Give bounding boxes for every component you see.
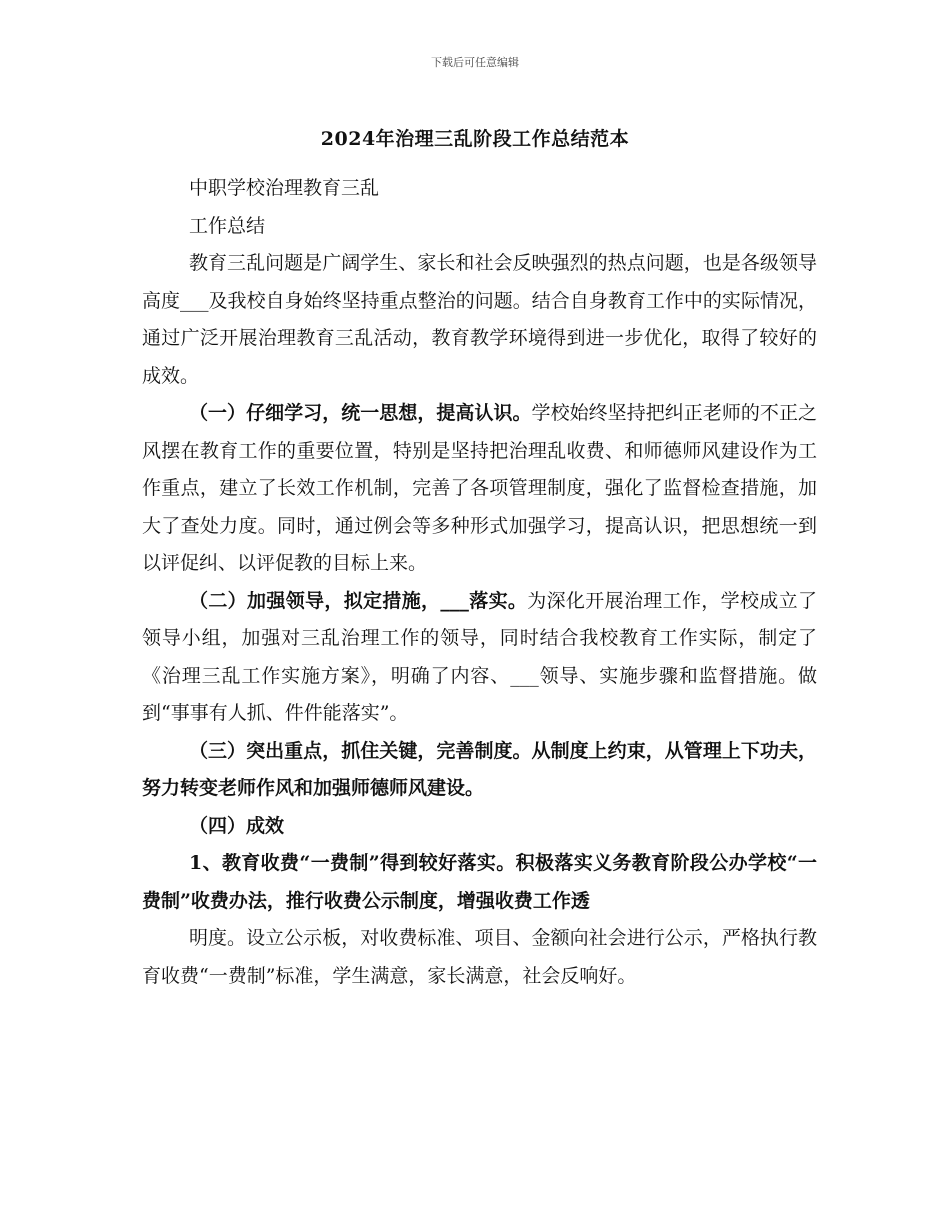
section-2-heading: （二）加强领导，拟定措施，___落实。 [189,589,528,612]
section-3-paragraph: （三）突出重点，抓住关键，完善制度。从制度上约束，从管理上下功夫，努力转变老师作风和加强师德师风建设。 [142,739,817,799]
section-2-paragraph [142,583,817,733]
document-title: 2024年治理三乱阶段工作总结范本 [320,128,630,150]
section-1-paragraph [142,395,817,583]
header-note: 下载后可任意编辑 [431,56,519,69]
intro-paragraph: 教育三乱问题是广阔学生、家长和社会反映强烈的热点问题，也是各级领导高度___及我校自身始终坚持重点整治的问题。结合自身教育工作中的实际情况，通过广泛开展治理教育三乱活动，教育教学环境得到进一步优化，取得了较好的成效。 [142,252,817,387]
subtitle-line-1: 中职学校治理教育三乱 [189,177,380,199]
document-body [142,170,817,995]
section-4-heading: （四）成效 [189,814,285,837]
subtitle-line-2: 工作总结 [189,214,266,237]
section-2-body: 为深化开展治理工作，学校成立了领导小组，加强对三乱治理工作的领导，同时结合我校教育工作实际，制定了《治理三乱工作实施方案》，明确了内容、___领导、实施步骤和监督措施。做到“事事有人抓、件件能落实”。 [142,589,817,724]
item-1-paragraph: 1、教育收费“一费制”得到较好落实。积极落实义务教育阶段公办学校“一费制”收费办法，推行收费公示制度，增强收费工作透 [142,852,817,912]
section-1-heading: （一）仔细学习，统一思想，提高认识。 [189,402,532,424]
section-1-body: 学校始终坚持把纠正老师的不正之风摆在教育工作的重要位置，特别是坚持把治理乱收费、和师德师风建设作为工作重点，建立了长效工作机制，完善了各项管理制度，强化了监督检查措施，加大了查处力度。同时，通过例会等多种形式加强学习，提高认识，把思想统一到以评促纠、以评促教的目标上来。 [142,402,817,574]
item-1-continuation: 明度。设立公示板，对收费标准、项目、金额向社会进行公示，严格执行教育收费“一费制”标准，学生满意，家长满意，社会反响好。 [142,927,817,987]
